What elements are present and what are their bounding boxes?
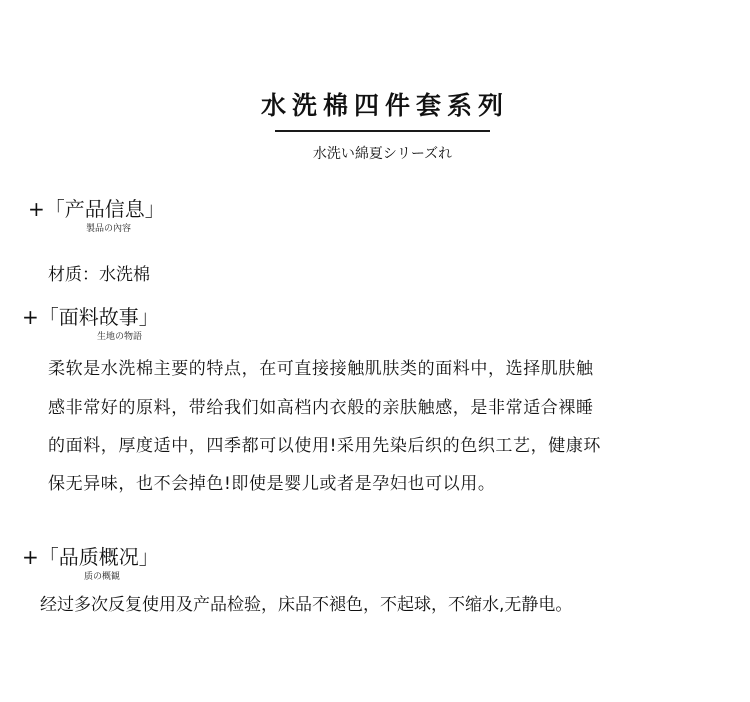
title-divider: [275, 130, 490, 132]
section-heading-fabric-story: +「面料故事」: [22, 305, 159, 329]
section-heading-product-info: +「产品信息」: [28, 197, 165, 221]
fabric-story-line: 柔软是水洗棉主要的特点，在可直接接触肌肤类的面料中，选择肌肤触: [48, 359, 594, 379]
fabric-story-line: 的面料，厚度适中，四季都可以使用!采用先染后织的色织工艺，健康环: [48, 436, 602, 456]
section-subheading-quality: 质の概観: [84, 572, 121, 582]
section-heading-quality: +「品质概况」: [22, 545, 159, 569]
fabric-story-line: 感非常好的原料，带给我们如高档内衣般的亲肤触感，是非常适合裸睡: [48, 398, 594, 418]
section-subheading-product-info: 製品の內容: [86, 224, 132, 234]
fabric-story-line: 保无异味，也不会掉色!即使是婴儿或者是孕妇也可以用。: [48, 474, 496, 494]
section-subheading-fabric-story: 生地の物語: [97, 332, 143, 342]
page-title: 水洗棉四件套系列: [260, 91, 509, 120]
material-line: 材质：水洗棉: [48, 265, 150, 285]
quality-line: 经过多次反复使用及产品检验，床品不褪色，不起球，不缩水,无静电。: [40, 595, 573, 615]
page-subtitle: 水洗い綿夏シリーズれ: [312, 146, 453, 162]
